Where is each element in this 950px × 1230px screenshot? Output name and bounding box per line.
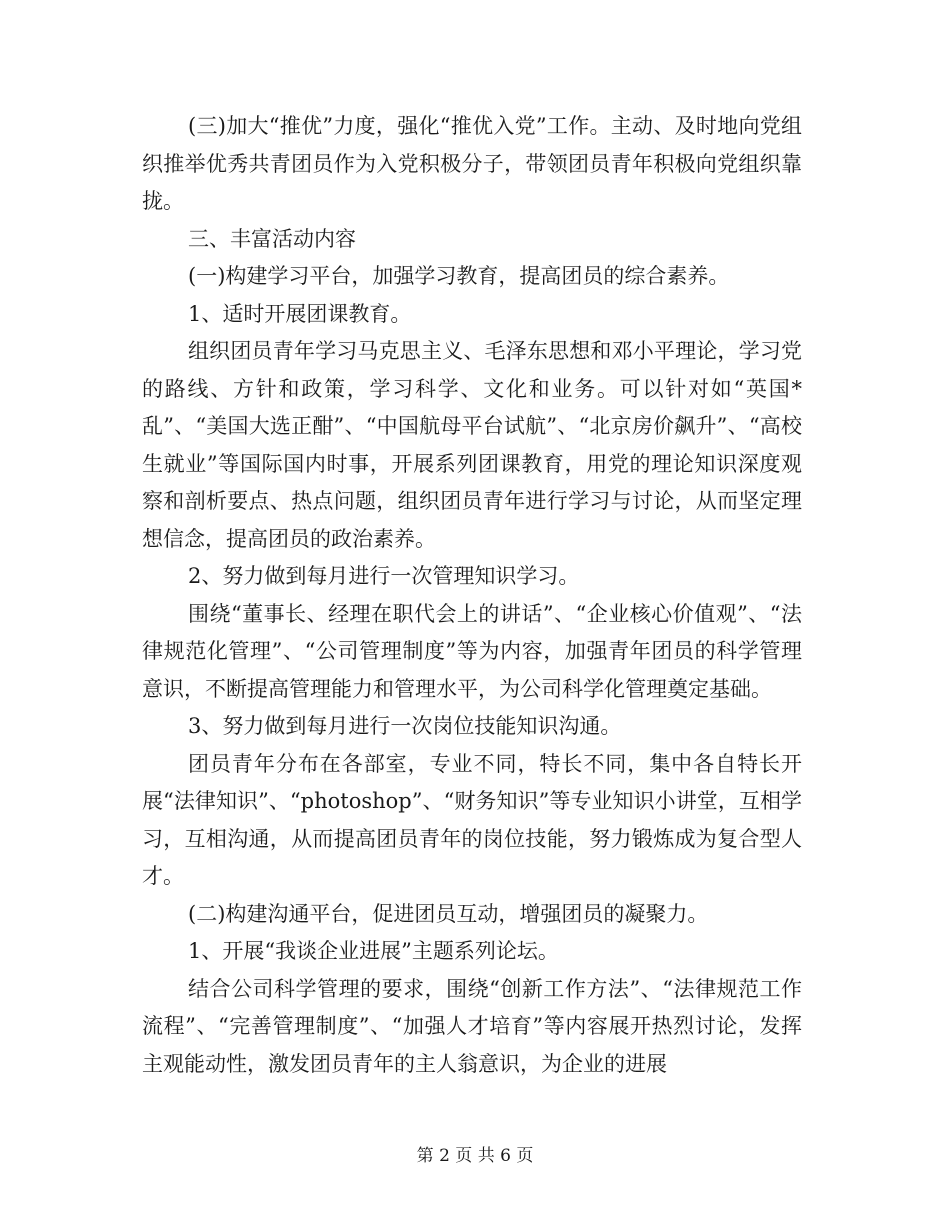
paragraph-forum: 结合公司科学管理的要求，围绕“创新工作方法”、“法律规范工作流程”、“完善管理制度”、“加强人才培育”等内容展开热烈讨论，发挥主观能动性，激发团员青年的主人翁意识，为企业的进展: [142, 976, 802, 1076]
subsection-heading-learning-platform: (一)构建学习平台，加强学习教育，提高团员的综合素养。: [188, 264, 730, 288]
item-heading-skills-exchange: 3、努力做到每月进行一次岗位技能知识沟通。: [188, 714, 622, 738]
paragraph-management-study: 围绕“董事长、经理在职代会上的讲话”、“企业核心价值观”、“法律规范化管理”、“公司管理制度”等为内容，加强青年团员的科学管理意识，不断提高管理能力和管理水平，为公司科学化管理奠定基础。: [142, 601, 802, 701]
paragraph-league-lessons: 组织团员青年学习马克思主义、毛泽东思想和邓小平理论，学习党的路线、方针和政策，学习科学、文化和业务。可以针对如“英国*乱”、“美国大选正酣”、“中国航母平台试航”、“北京房价飙升”、“高校生就业”等国际国内时事，开展系列团课教育，用党的理论知识深度观察和剖析要点、热点问题，组织团员青年进行学习与讨论，从而坚定理想信念，提高团员的政治素养。: [142, 339, 802, 551]
item-heading-league-lessons: 1、适时开展团课教育。: [188, 301, 412, 326]
paragraph-recommend-excellent: (三)加大“推优”力度，强化“推优入党”工作。主动、及时地向党组织推举优秀共青团员作为入党积极分子，带领团员青年积极向党组织靠拢。: [142, 114, 802, 213]
item-heading-management-study: 2、努力做到每月进行一次管理知识学习。: [188, 564, 580, 588]
document-body: [142, 108, 802, 1083]
item-heading-forum: 1、开展“我谈企业进展”主题系列论坛。: [188, 939, 559, 963]
paragraph-skills-exchange: 团员青年分布在各部室，专业不同，特长不同，集中各自特长开展“法律知识”、“photoshop”、“财务知识”等专业知识小讲堂，互相学习，互相沟通，从而提高团员青年的岗位技能，努力锻炼成为复合型人才。: [142, 751, 802, 888]
page-number-footer: 第 2 页 共 6 页: [416, 1146, 534, 1166]
section-heading-activities: 三、丰富活动内容: [188, 226, 356, 251]
subsection-heading-communication-platform: (二)构建沟通平台，促进团员互动，增强团员的凝聚力。: [188, 901, 709, 926]
